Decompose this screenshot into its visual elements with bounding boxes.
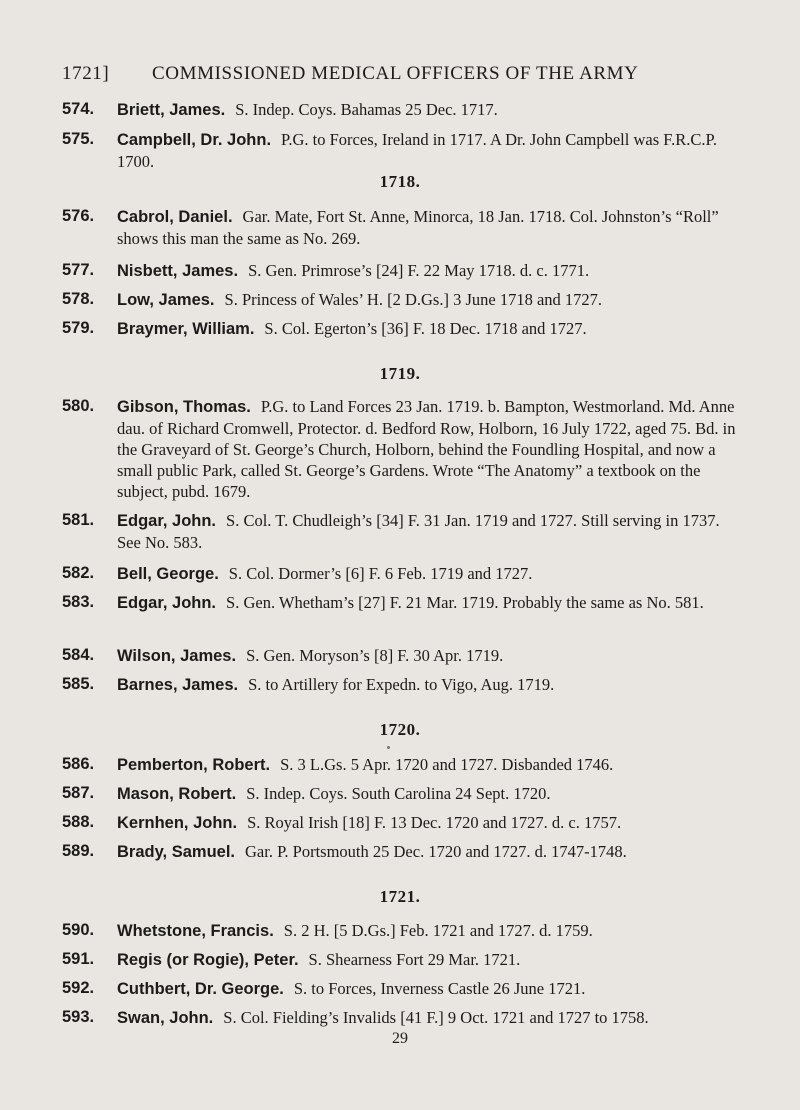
entry-number: 577. bbox=[62, 261, 95, 279]
entry-number: 575. bbox=[62, 130, 95, 148]
ink-speck bbox=[387, 746, 390, 749]
entry-name: Swan, John. bbox=[117, 1009, 214, 1027]
entry-name: Mason, Robert. bbox=[117, 785, 237, 803]
entry-number: 579. bbox=[62, 319, 95, 337]
entry-number: 585. bbox=[62, 675, 95, 693]
entry-text: P.G. to Land Forces 23 Jan. 1719. b. Bampton, Westmorland. Md. Anne dau. of Richard Cromwell, Protector. d. Bedford Row, Holborn, 16 July 1722, aged 75. Bd. in the Graveyard of St. George’s Church, Holborn, behind the Foundling Hospital, and now a small public Park, called St. George’s Gardens. Wrote “The Anatomy” a textbook on the subject, pubd. 1679. bbox=[117, 397, 736, 501]
header-title: COMMISSIONED MEDICAL OFFICERS OF THE ARMY bbox=[152, 63, 639, 84]
entry-number: 593. bbox=[62, 1008, 95, 1026]
header-year: 1721] bbox=[62, 63, 110, 84]
entry-name: Nisbett, James. bbox=[117, 262, 239, 280]
entry-text: S. Princess of Wales’ H. [2 D.Gs.] 3 June 1718 and 1727. bbox=[224, 290, 603, 309]
entry-number: 578. bbox=[62, 290, 95, 308]
year-heading-1720: 1720. bbox=[379, 720, 421, 739]
entry-number: 592. bbox=[62, 979, 95, 997]
entry-number: 580. bbox=[62, 397, 95, 415]
entry-name: Gibson, Thomas. bbox=[117, 398, 251, 416]
entry-name: Barnes, James. bbox=[117, 676, 239, 694]
entry-number: 574. bbox=[62, 100, 95, 118]
entry-text: S. Gen. Whetham’s [27] F. 21 Mar. 1719. Probably the same as No. 581. bbox=[226, 593, 704, 612]
entry-number: 590. bbox=[62, 921, 95, 939]
entry-number: 589. bbox=[62, 842, 95, 860]
year-heading-1718: 1718. bbox=[379, 172, 421, 191]
entry-text: S. Royal Irish [18] F. 13 Dec. 1720 and 1727. d. c. 1757. bbox=[247, 813, 622, 832]
entry-number: 586. bbox=[62, 755, 95, 773]
entry-name: Wilson, James. bbox=[117, 647, 237, 665]
entry-name: Cabrol, Daniel. bbox=[117, 208, 233, 226]
entry-text: S. Gen. Moryson’s [8] F. 30 Apr. 1719. bbox=[246, 646, 504, 665]
page-number: 29 bbox=[392, 1030, 408, 1047]
entry-text: S. Col. T. Chudleigh’s [34] F. 31 Jan. 1719 and 1727. Still serving in 1737. See No. 583. bbox=[117, 511, 720, 552]
entry-number: 587. bbox=[62, 784, 95, 802]
entry-number: 591. bbox=[62, 950, 95, 968]
entry-name: Cuthbert, Dr. George. bbox=[117, 980, 284, 998]
entry-text: S. Col. Egerton’s [36] F. 18 Dec. 1718 and 1727. bbox=[264, 319, 587, 338]
entry-name: Edgar, John. bbox=[117, 594, 217, 612]
entry-name: Campbell, Dr. John. bbox=[117, 131, 272, 149]
entry-number: 588. bbox=[62, 813, 95, 831]
entry-number: 582. bbox=[62, 564, 95, 582]
entry-name: Briett, James. bbox=[117, 101, 226, 119]
entry-text: S. to Artillery for Expedn. to Vigo, Aug. 1719. bbox=[248, 675, 555, 694]
entry-text: S. Indep. Coys. South Carolina 24 Sept. 1720. bbox=[246, 784, 551, 803]
entry-text: S. Indep. Coys. Bahamas 25 Dec. 1717. bbox=[235, 100, 498, 119]
entry-name: Bell, George. bbox=[117, 565, 219, 583]
year-heading-1719: 1719. bbox=[379, 364, 421, 383]
entry-number: 583. bbox=[62, 593, 95, 611]
entry-name: Pemberton, Robert. bbox=[117, 756, 271, 774]
entry-text: S. 2 H. [5 D.Gs.] Feb. 1721 and 1727. d. 1759. bbox=[283, 921, 593, 940]
entry-text: Gar. Mate, Fort St. Anne, Minorca, 18 Jan. 1718. Col. Johnston’s “Roll” shows this man the same as No. 269. bbox=[117, 207, 719, 248]
entry-name: Kernhen, John. bbox=[117, 814, 238, 832]
entry-text: S. Col. Dormer’s [6] F. 6 Feb. 1719 and 1727. bbox=[228, 564, 533, 583]
entry-text: S. to Forces, Inverness Castle 26 June 1721. bbox=[293, 979, 586, 998]
entry-text: S. Col. Fielding’s Invalids [41 F.] 9 Oct. 1721 and 1727 to 1758. bbox=[223, 1008, 649, 1027]
entry-text: Gar. P. Portsmouth 25 Dec. 1720 and 1727. d. 1747-1748. bbox=[245, 842, 627, 861]
entry-text: S. 3 L.Gs. 5 Apr. 1720 and 1727. Disbanded 1746. bbox=[280, 755, 614, 774]
entry-name: Edgar, John. bbox=[117, 512, 217, 530]
entry-number: 584. bbox=[62, 646, 95, 664]
entry-number: 581. bbox=[62, 511, 95, 529]
entry-name: Brady, Samuel. bbox=[117, 843, 235, 861]
entry-name: Low, James. bbox=[117, 291, 215, 309]
entry-number: 576. bbox=[62, 207, 95, 225]
entry-text: S. Gen. Primrose’s [24] F. 22 May 1718. d. c. 1771. bbox=[248, 261, 590, 280]
entry-name: Braymer, William. bbox=[117, 320, 255, 338]
entry-text: P.G. to Forces, Ireland in 1717. A Dr. John Campbell was F.R.C.P. 1700. bbox=[117, 130, 717, 171]
year-heading-1721: 1721. bbox=[379, 887, 421, 906]
entry-name: Whetstone, Francis. bbox=[117, 922, 274, 940]
entry-text: S. Shearness Fort 29 Mar. 1721. bbox=[308, 950, 521, 969]
entry-name: Regis (or Rogie), Peter. bbox=[117, 951, 299, 969]
